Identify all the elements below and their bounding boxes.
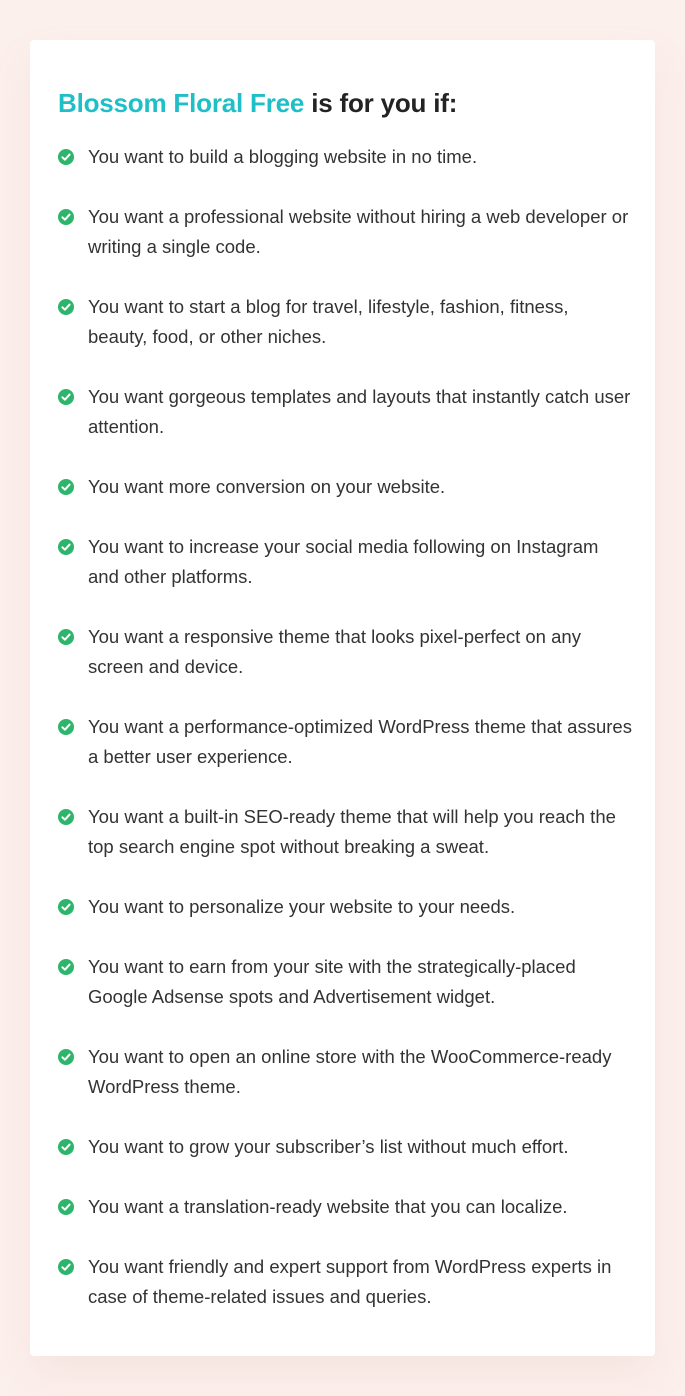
feature-text: You want to increase your social media following on Instagram and other platforms. bbox=[88, 536, 599, 587]
check-circle-icon bbox=[58, 1259, 74, 1275]
check-circle-icon bbox=[58, 1199, 74, 1215]
feature-list-item bbox=[58, 1252, 633, 1312]
feature-list-item bbox=[58, 892, 633, 922]
feature-list-item bbox=[58, 202, 633, 262]
check-circle-icon bbox=[58, 299, 74, 315]
feature-list-item bbox=[58, 142, 633, 172]
check-circle-icon bbox=[58, 809, 74, 825]
feature-text: You want gorgeous templates and layouts that instantly catch user attention. bbox=[88, 386, 631, 437]
feature-text: You want to build a blogging website in no time. bbox=[88, 146, 478, 167]
feature-text: You want a translation-ready website that you can localize. bbox=[88, 1196, 568, 1217]
check-circle-icon bbox=[58, 539, 74, 555]
feature-text: You want to personalize your website to your needs. bbox=[88, 896, 516, 917]
check-circle-icon bbox=[58, 1049, 74, 1065]
check-circle-icon bbox=[58, 479, 74, 495]
feature-card bbox=[30, 40, 655, 1356]
feature-text: You want a responsive theme that looks pixel-perfect on any screen and device. bbox=[88, 626, 581, 677]
feature-list-item bbox=[58, 712, 633, 772]
feature-list-item bbox=[58, 952, 633, 1012]
feature-list bbox=[58, 142, 655, 1312]
check-circle-icon bbox=[58, 899, 74, 915]
feature-list-item bbox=[58, 622, 633, 682]
heading-suffix: is for you if: bbox=[311, 88, 458, 118]
check-circle-icon bbox=[58, 959, 74, 975]
section-heading bbox=[58, 86, 655, 120]
feature-text: You want more conversion on your website. bbox=[88, 476, 446, 497]
feature-text: You want to grow your subscriber’s list without much effort. bbox=[88, 1136, 569, 1157]
check-circle-icon bbox=[58, 209, 74, 225]
feature-list-item bbox=[58, 292, 633, 352]
feature-text: You want a performance-optimized WordPress theme that assures a better user experience. bbox=[88, 716, 632, 767]
feature-text: You want a professional website without hiring a web developer or writing a single code. bbox=[88, 206, 629, 257]
check-circle-icon bbox=[58, 1139, 74, 1155]
brand-name: Blossom Floral Free bbox=[58, 88, 305, 118]
feature-text: You want to open an online store with the WooCommerce-ready WordPress theme. bbox=[88, 1046, 612, 1097]
feature-list-item bbox=[58, 472, 633, 502]
check-circle-icon bbox=[58, 149, 74, 165]
feature-text: You want to start a blog for travel, lifestyle, fashion, fitness, beauty, food, or other niches. bbox=[88, 296, 569, 347]
feature-text: You want friendly and expert support from WordPress experts in case of theme-related issues and queries. bbox=[88, 1256, 612, 1307]
check-circle-icon bbox=[58, 719, 74, 735]
feature-list-item bbox=[58, 802, 633, 862]
feature-list-item bbox=[58, 382, 633, 442]
feature-list-item bbox=[58, 1192, 633, 1222]
feature-list-item bbox=[58, 532, 633, 592]
feature-list-item bbox=[58, 1042, 633, 1102]
feature-list-item bbox=[58, 1132, 633, 1162]
check-circle-icon bbox=[58, 629, 74, 645]
feature-text: You want to earn from your site with the strategically-placed Google Adsense spots and Advertisement widget. bbox=[88, 956, 576, 1007]
check-circle-icon bbox=[58, 389, 74, 405]
feature-text: You want a built-in SEO-ready theme that will help you reach the top search engine spot without breaking a sweat. bbox=[88, 806, 616, 857]
